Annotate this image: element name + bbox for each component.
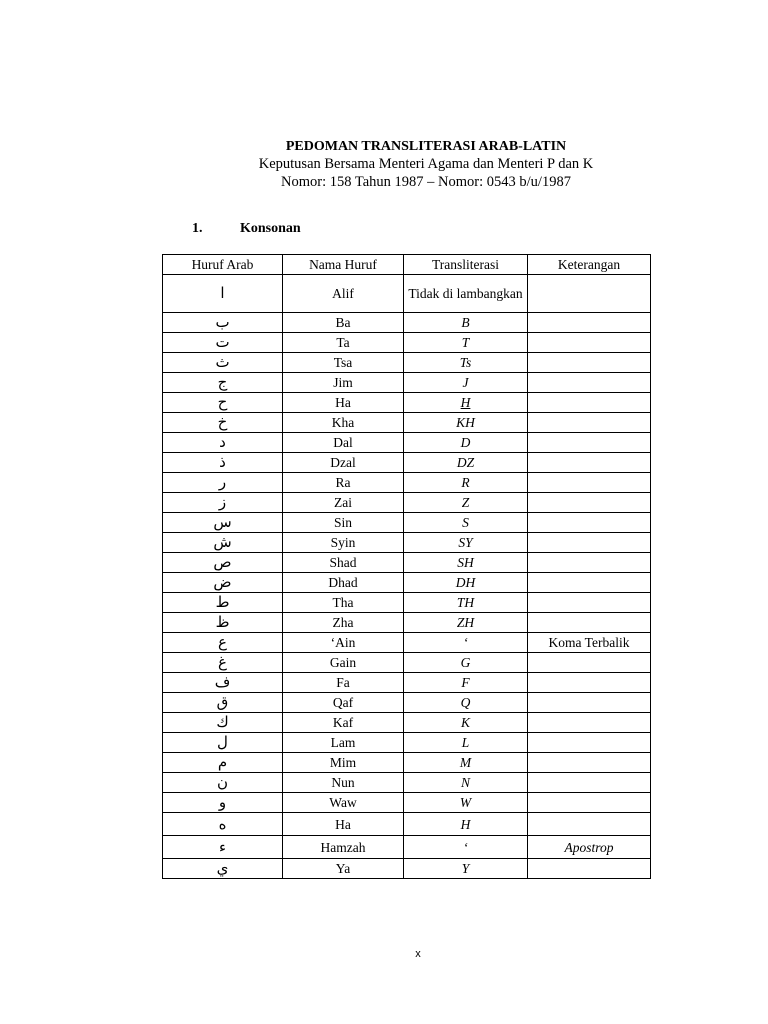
transliteration-cell: W: [404, 793, 528, 813]
note-cell: [528, 693, 651, 713]
transliteration-cell: D: [404, 433, 528, 453]
note-cell: [528, 653, 651, 673]
letter-name-cell: Gain: [283, 653, 404, 673]
note-cell: [528, 793, 651, 813]
note-cell: [528, 453, 651, 473]
table-row: [163, 275, 651, 313]
note-cell: [528, 353, 651, 373]
table-row: [163, 373, 651, 393]
table-row: [163, 713, 651, 733]
note-cell: [528, 493, 651, 513]
letter-name-cell: Ha: [283, 813, 404, 836]
letter-name-cell: Kaf: [283, 713, 404, 733]
transliteration-cell: M: [404, 753, 528, 773]
note-cell: [528, 613, 651, 633]
letter-name-cell: Zai: [283, 493, 404, 513]
note-cell: [528, 553, 651, 573]
note-cell: [528, 859, 651, 879]
arabic-letter-cell: ض: [163, 573, 283, 593]
note-cell: [528, 393, 651, 413]
letter-name-cell: Lam: [283, 733, 404, 753]
note-cell: [528, 275, 651, 313]
transliteration-cell: G: [404, 653, 528, 673]
table-row: [163, 593, 651, 613]
transliteration-cell: SY: [404, 533, 528, 553]
letter-name-cell: Dzal: [283, 453, 404, 473]
transliteration-cell: Y: [404, 859, 528, 879]
note-cell: [528, 413, 651, 433]
transliteration-cell: F: [404, 673, 528, 693]
table-row: [163, 433, 651, 453]
document-header: [0, 138, 768, 191]
transliteration-cell: Z: [404, 493, 528, 513]
transliteration-cell: R: [404, 473, 528, 493]
transliteration-cell: TH: [404, 593, 528, 613]
transliteration-cell: K: [404, 713, 528, 733]
letter-name-cell: Alif: [283, 275, 404, 313]
table-row: [163, 553, 651, 573]
arabic-letter-cell: ج: [163, 373, 283, 393]
transliteration-cell: H: [404, 393, 528, 413]
transliteration-cell: S: [404, 513, 528, 533]
note-cell: Koma Terbalik: [528, 633, 651, 653]
document-number: Nomor: 158 Tahun 1987 – Nomor: 0543 b/u/1987: [281, 174, 571, 190]
transliteration-cell: KH: [404, 413, 528, 433]
letter-name-cell: Syin: [283, 533, 404, 553]
letter-name-cell: Tsa: [283, 353, 404, 373]
arabic-letter-cell: س: [163, 513, 283, 533]
table-row: [163, 673, 651, 693]
section-heading: [192, 220, 301, 238]
transliteration-cell: Ts: [404, 353, 528, 373]
note-cell: [528, 373, 651, 393]
table-row: [163, 413, 651, 433]
document-title: PEDOMAN TRANSLITERASI ARAB-LATIN: [285, 139, 567, 154]
arabic-letter-cell: ع: [163, 633, 283, 653]
arabic-letter-cell: ت: [163, 333, 283, 353]
table-row: [163, 653, 651, 673]
transliteration-cell: Tidak di lambangkan: [404, 275, 528, 313]
arabic-letter-cell: ء: [163, 836, 283, 859]
note-cell: [528, 753, 651, 773]
arabic-letter-cell: ث: [163, 353, 283, 373]
column-header-keterangan: Keterangan: [528, 255, 651, 275]
note-cell: [528, 673, 651, 693]
table-row: [163, 613, 651, 633]
arabic-letter-cell: ا: [163, 275, 283, 313]
table-row: [163, 633, 651, 653]
arabic-letter-cell: ظ: [163, 613, 283, 633]
letter-name-cell: Zha: [283, 613, 404, 633]
arabic-letter-cell: و: [163, 793, 283, 813]
letter-name-cell: Nun: [283, 773, 404, 793]
transliteration-cell: SH: [404, 553, 528, 573]
table-row: [163, 793, 651, 813]
table-row: [163, 753, 651, 773]
note-cell: [528, 573, 651, 593]
transliteration-cell: B: [404, 313, 528, 333]
arabic-letter-cell: ر: [163, 473, 283, 493]
table-row: [163, 493, 651, 513]
letter-name-cell: Dal: [283, 433, 404, 453]
table-row: [163, 813, 651, 836]
table-row: [163, 773, 651, 793]
page-number: x: [415, 948, 421, 960]
letter-name-cell: Kha: [283, 413, 404, 433]
note-cell: [528, 733, 651, 753]
arabic-letter-cell: غ: [163, 653, 283, 673]
note-cell: [528, 433, 651, 453]
table-row: [163, 473, 651, 493]
letter-name-cell: Waw: [283, 793, 404, 813]
transliteration-cell: H: [404, 813, 528, 836]
table-row: [163, 513, 651, 533]
arabic-letter-cell: ن: [163, 773, 283, 793]
arabic-letter-cell: ك: [163, 713, 283, 733]
letter-name-cell: Tha: [283, 593, 404, 613]
letter-name-cell: Ha: [283, 393, 404, 413]
table-row: [163, 733, 651, 753]
table-row: [163, 836, 651, 859]
column-header-transliterasi: Transliterasi: [404, 255, 528, 275]
letter-name-cell: Ta: [283, 333, 404, 353]
arabic-letter-cell: ش: [163, 533, 283, 553]
note-cell: [528, 533, 651, 553]
note-cell: [528, 333, 651, 353]
table-row: [163, 693, 651, 713]
arabic-letter-cell: ح: [163, 393, 283, 413]
letter-name-cell: ‘Ain: [283, 633, 404, 653]
table-row: [163, 453, 651, 473]
table-row: [163, 533, 651, 553]
note-cell: [528, 473, 651, 493]
transliteration-cell: L: [404, 733, 528, 753]
document-subtitle: Keputusan Bersama Menteri Agama dan Menteri P dan K: [258, 156, 594, 172]
arabic-letter-cell: ق: [163, 693, 283, 713]
arabic-letter-cell: ص: [163, 553, 283, 573]
letter-name-cell: Hamzah: [283, 836, 404, 859]
letter-name-cell: Ya: [283, 859, 404, 879]
letter-name-cell: Sin: [283, 513, 404, 533]
transliteration-cell: DH: [404, 573, 528, 593]
letter-name-cell: Jim: [283, 373, 404, 393]
arabic-letter-cell: ز: [163, 493, 283, 513]
letter-name-cell: Dhad: [283, 573, 404, 593]
transliteration-cell: ‘: [404, 836, 528, 859]
note-cell: [528, 773, 651, 793]
transliteration-cell: ZH: [404, 613, 528, 633]
column-header-huruf-arab: Huruf Arab: [163, 255, 283, 275]
arabic-letter-cell: ف: [163, 673, 283, 693]
transliteration-cell: ‘: [404, 633, 528, 653]
arabic-letter-cell: د: [163, 433, 283, 453]
table-row: [163, 353, 651, 373]
transliteration-cell: T: [404, 333, 528, 353]
arabic-letter-cell: ل: [163, 733, 283, 753]
column-header-nama-huruf: Nama Huruf: [283, 255, 404, 275]
arabic-letter-cell: ب: [163, 313, 283, 333]
note-cell: Apostrop: [528, 836, 651, 859]
transliteration-cell: N: [404, 773, 528, 793]
arabic-letter-cell: ي: [163, 859, 283, 879]
note-cell: [528, 813, 651, 836]
letter-name-cell: Ba: [283, 313, 404, 333]
note-cell: [528, 713, 651, 733]
letter-name-cell: Qaf: [283, 693, 404, 713]
table-row: [163, 573, 651, 593]
note-cell: [528, 313, 651, 333]
arabic-letter-cell: ط: [163, 593, 283, 613]
arabic-letter-cell: ه: [163, 813, 283, 836]
section-title: Konsonan: [240, 221, 301, 236]
table-row: [163, 859, 651, 879]
table-row: [163, 313, 651, 333]
transliteration-cell: J: [404, 373, 528, 393]
note-cell: [528, 513, 651, 533]
transliteration-cell: DZ: [404, 453, 528, 473]
arabic-letter-cell: خ: [163, 413, 283, 433]
letter-name-cell: Mim: [283, 753, 404, 773]
transliteration-table: [162, 254, 651, 879]
section-number: 1.: [192, 221, 203, 236]
table-body: [163, 275, 651, 879]
table-header-row: [163, 255, 651, 275]
arabic-letter-cell: ذ: [163, 453, 283, 473]
letter-name-cell: Shad: [283, 553, 404, 573]
transliteration-cell: Q: [404, 693, 528, 713]
table-row: [163, 393, 651, 413]
letter-name-cell: Ra: [283, 473, 404, 493]
note-cell: [528, 593, 651, 613]
table-row: [163, 333, 651, 353]
arabic-letter-cell: م: [163, 753, 283, 773]
letter-name-cell: Fa: [283, 673, 404, 693]
